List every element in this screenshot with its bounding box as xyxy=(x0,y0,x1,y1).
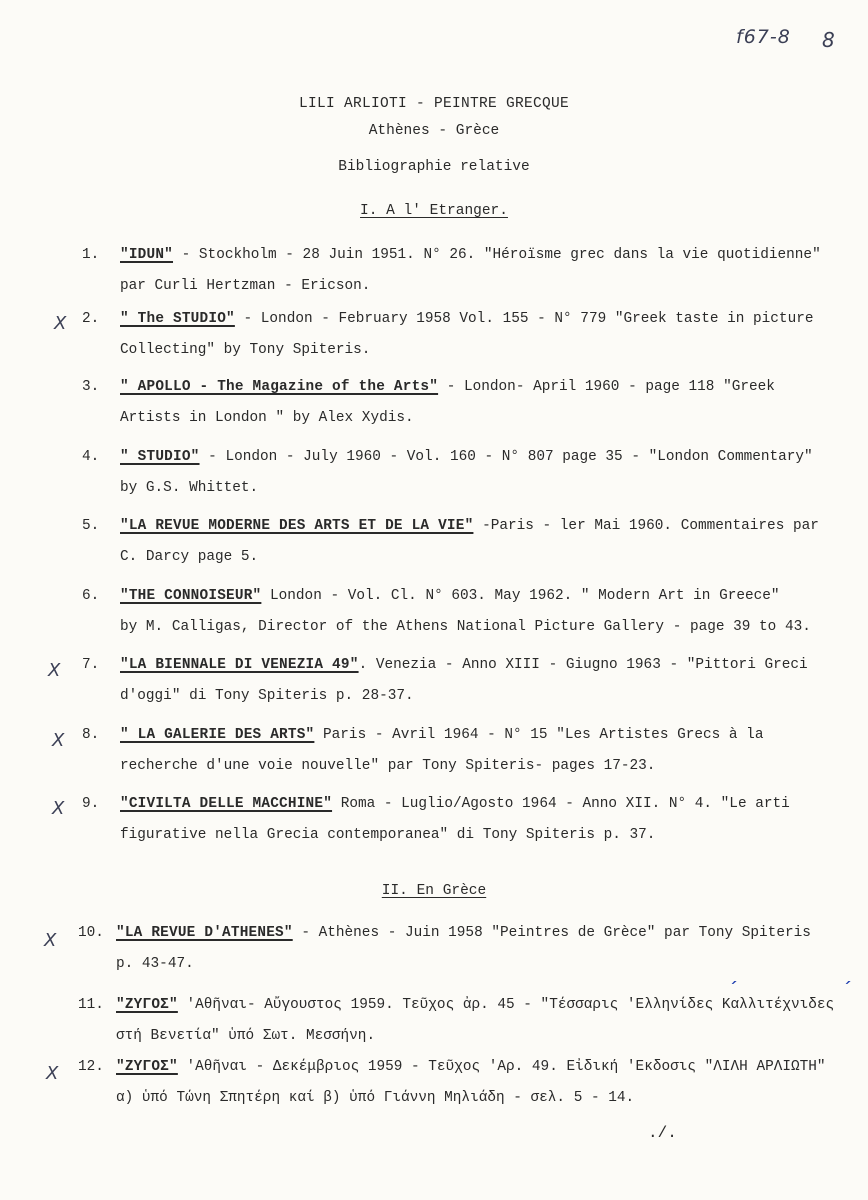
entry-details: -Paris - ler Mai 1960. Commentaires par xyxy=(473,518,819,534)
bibliography-entry xyxy=(82,650,842,712)
section-heading-greece xyxy=(0,883,868,899)
document-subtitle: Bibliographie relative xyxy=(338,159,530,175)
entry-continuation: by G.S. Whittet. xyxy=(120,480,259,496)
bibliography-entry xyxy=(78,990,838,1052)
document-title: LILI ARLIOTI - PEINTRE GRECQUE xyxy=(298,96,570,112)
publication-title: " STUDIO" xyxy=(120,449,200,465)
bibliography-entry xyxy=(82,789,842,851)
entry-details: . Venezia - Anno XIII - Giugno 1963 - "Pittori Greci xyxy=(358,657,808,673)
publication-title: " APOLLO - The Magazine of the Arts" xyxy=(120,379,439,395)
entry-details: 'Αθῆναι - Δεκέμβριος 1959 - Τεῦχος 'Αρ. 49. Εἰδική 'Εκδοσις "ΛΙΛΗ ΑΡΛΙΩΤΗ" xyxy=(177,1059,826,1075)
handwritten-x-mark: X xyxy=(48,660,61,681)
bibliography-entry xyxy=(82,442,842,504)
entry-continuation: by M. Calligas, Director of the Athens National Picture Gallery - page 39 to 43. xyxy=(120,619,811,635)
handwritten-x-mark: X xyxy=(52,730,65,751)
entry-number: 10. xyxy=(78,925,104,941)
publication-title: "ΖΥΓΟΣ" xyxy=(116,997,178,1013)
publication-title: "IDUN" xyxy=(120,247,174,263)
handwritten-x-mark: X xyxy=(46,1063,59,1084)
handwritten-accent-mark: ´ xyxy=(842,979,850,998)
publication-title: "CIVILTA DELLE MACCHINE" xyxy=(120,796,333,812)
entry-details: Paris - Avril 1964 - N° 15 "Les Artistes Grecs à la xyxy=(314,727,764,743)
entry-number: 2. xyxy=(82,311,100,327)
entry-number: 5. xyxy=(82,518,100,534)
entry-details: 'Αθῆναι- Αὔγουστος 1959. Τεῦχος ἀρ. 45 - "Τέσσαρις 'Ελληνίδες Καλλιτέχνιδες xyxy=(177,997,835,1013)
entry-number: 12. xyxy=(78,1059,104,1075)
document-location: Athènes - Grèce xyxy=(368,123,500,139)
entry-continuation: par Curli Hertzman - Ericson. xyxy=(120,278,371,294)
entry-number: 11. xyxy=(78,997,104,1013)
handwritten-x-mark: X xyxy=(44,930,57,951)
entry-number: 6. xyxy=(82,588,100,604)
entry-continuation: Collecting" by Tony Spiteris. xyxy=(120,342,371,358)
handwritten-accent-mark: ´ xyxy=(728,979,736,998)
publication-title: "LA REVUE MODERNE DES ARTS ET DE LA VIE" xyxy=(120,518,474,534)
entry-continuation: figurative nella Grecia contemporanea" di Tony Spiteris p. 37. xyxy=(120,827,656,843)
publication-title: "LA BIENNALE DI VENEZIA 49" xyxy=(120,657,359,673)
entry-continuation: α) ὑπό Τώνη Σπητέρη καί β) ὑπό Γιάννη Μηλιάδη - σελ. 5 - 14. xyxy=(116,1090,635,1106)
bibliography-entry xyxy=(82,511,842,573)
entry-details: - Stockholm - 28 Juin 1951. N° 26. "Héroïsme grec dans la vie quotidienne" xyxy=(173,247,821,263)
section-label: I. A l' Etranger. xyxy=(360,203,508,219)
bibliography-entry xyxy=(82,581,842,643)
entry-details: - Athènes - Juin 1958 "Peintres de Grèce" par Tony Spiteris xyxy=(292,925,811,941)
entry-continuation: C. Darcy page 5. xyxy=(120,549,259,565)
entry-details: London - Vol. Cl. N° 603. May 1962. " Modern Art in Greece" xyxy=(261,588,780,604)
publication-title: "ΖΥΓΟΣ" xyxy=(116,1059,178,1075)
entry-number: 4. xyxy=(82,449,100,465)
handwritten-x-mark: X xyxy=(52,798,65,819)
section-heading-abroad xyxy=(0,203,868,219)
handwritten-page-number: 8 xyxy=(822,28,835,52)
bibliography-entry xyxy=(82,240,842,302)
handwritten-x-mark: X xyxy=(54,313,67,334)
entry-details: - London - February 1958 Vol. 155 - N° 779 "Greek taste in picture xyxy=(234,311,814,327)
bibliography-entry xyxy=(82,720,842,782)
publication-title: " LA GALERIE DES ARTS" xyxy=(120,727,315,743)
entry-number: 1. xyxy=(82,247,100,263)
entry-details: Roma - Luglio/Agosto 1964 - Anno XII. N° 4. "Le arti xyxy=(332,796,790,812)
section-label: II. En Grèce xyxy=(381,883,487,899)
entry-number: 3. xyxy=(82,379,100,395)
bibliography-entry xyxy=(78,1052,838,1114)
entry-continuation: Artists in London " by Alex Xydis. xyxy=(120,410,414,426)
bibliography-entry xyxy=(82,372,842,434)
entry-continuation: d'oggi" di Tony Spiteris p. 28-37. xyxy=(120,688,414,704)
entry-continuation: στή Βενετία" ὑπό Σωτ. Μεσσήνη. xyxy=(116,1028,376,1044)
entry-number: 8. xyxy=(82,727,100,743)
end-mark: ./. xyxy=(648,1124,677,1142)
entry-continuation: recherche d'une voie nouvelle" par Tony Spiteris- pages 17-23. xyxy=(120,758,656,774)
entry-continuation: p. 43-47. xyxy=(116,956,194,972)
entry-details: - London- April 1960 - page 118 "Greek xyxy=(438,379,775,395)
entry-number: 9. xyxy=(82,796,100,812)
publication-title: "LA REVUE D'ATHENES" xyxy=(116,925,293,941)
publication-title: "THE CONNOISEUR" xyxy=(120,588,262,604)
entry-number: 7. xyxy=(82,657,100,673)
bibliography-entry xyxy=(78,918,838,980)
entry-details: - London - July 1960 - Vol. 160 - N° 807 page 35 - "London Commentary" xyxy=(199,449,813,465)
bibliography-entry xyxy=(82,304,842,366)
handwritten-reference: f67-8 xyxy=(736,26,791,48)
publication-title: " The STUDIO" xyxy=(120,311,235,327)
